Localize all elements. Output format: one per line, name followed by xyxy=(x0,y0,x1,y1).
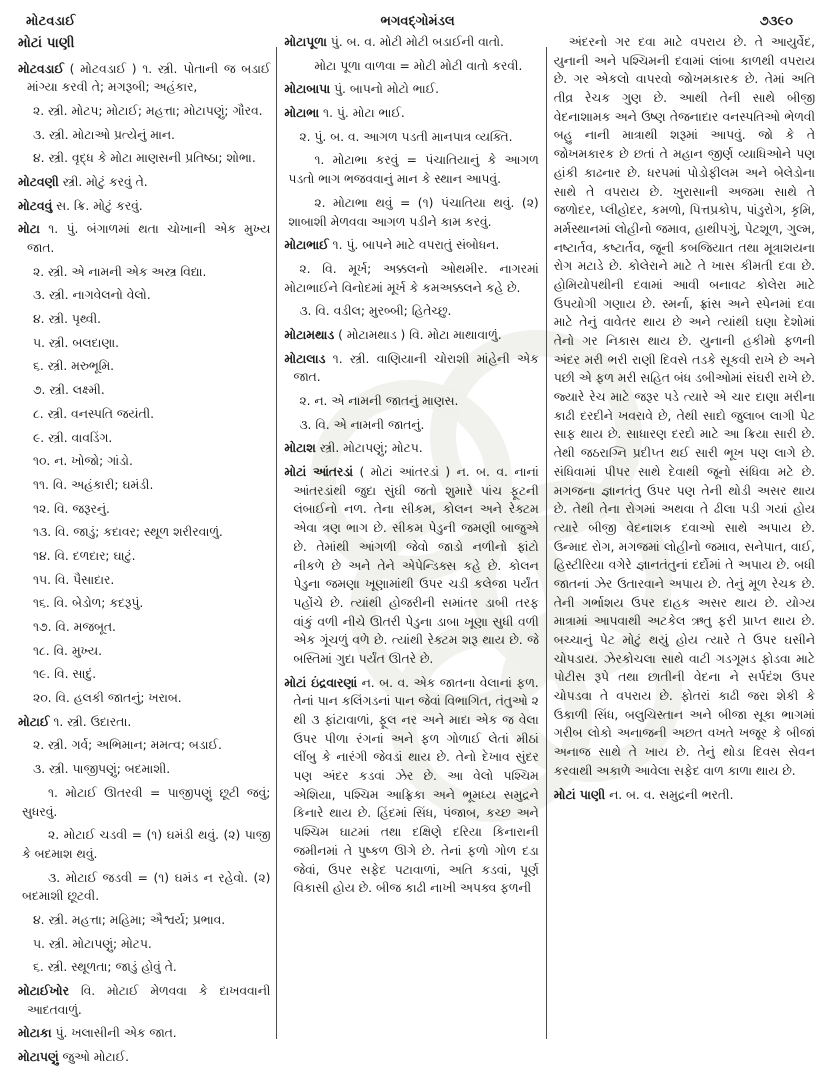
headword: મોટાં આંતરડાં xyxy=(284,465,354,480)
column-2 xyxy=(277,33,545,1053)
sense-line: ૭. સ્ત્રી. લક્ષ્મી. xyxy=(33,383,105,398)
headword: મોટામથાડ xyxy=(284,327,335,342)
sense-line: ૫. સ્ત્રી. બલદાણા. xyxy=(33,335,120,350)
sense-line: ૧૬. વિ. બેડોળ; કદરૂપું. xyxy=(33,596,144,611)
idiom-line: ૧. મોટાઈ ઊતરવી = પાજીપણું છૂટી જવું; સુધરવું. xyxy=(22,785,271,819)
dictionary-entry: મોટામથાડ ( મોટામથાડ ) વિ. મોટા માથાવાળું. xyxy=(284,327,502,342)
dictionary-entry: મોટાકા પું. ખલાસીની એક જાત. xyxy=(18,1026,177,1041)
dictionary-entry: મોટાશ સ્ત્રી. મોટાપણું; મોટપ. xyxy=(284,441,423,456)
dictionary-entry: મોટા ૧. પું. બંગાળમાં થતા ચોખાની એક મુખ્ય જાત. xyxy=(18,222,271,256)
page-header xyxy=(8,8,819,31)
sense-line: ૯. સ્ત્રી. વાવડિંગ. xyxy=(33,430,113,445)
idiom-line: ૨. મોટાભા થવું = (૧) પંચાતિયા થવું. (૨) શાબાશી મેળવવા આગળ પડીને કામ કરવું. xyxy=(288,195,539,229)
dictionary-entry: મોટાભાઈ ૧. પું. બાપને માટે વપરાતું સંબોધન. xyxy=(284,238,500,253)
headword: મોટાબાપા xyxy=(284,82,331,97)
text-columns xyxy=(8,33,819,1065)
headword: મોટાં ઇંદ્રવારણાં xyxy=(284,675,358,690)
headword: મોટાભાઈ xyxy=(284,238,329,253)
headword: મોટવવું xyxy=(18,198,53,213)
sense-line: ૧૩. વિ. જાડું; કદાવર; સ્થૂળ શરીરવાળું. xyxy=(33,525,223,540)
sense-line: ૮. સ્ત્રી. વનસ્પતિ જયંતી. xyxy=(33,406,155,421)
headword: મોટાલાડ xyxy=(284,351,326,366)
dictionary-entry: મોટાબાપા પું. બાપનો મોટો ભાઈ. xyxy=(284,82,440,97)
headword: મોટાં પાણી xyxy=(553,787,606,802)
headword: મોટા xyxy=(18,222,40,237)
sense-line: ૬. સ્ત્રી. મરુભૂમિ. xyxy=(33,359,115,374)
idiom-line: ૧. મોટાભા કરવું = પંચાતિયાનું કે આગળ પડતો ભાગ ભજવવાનું માન કે સ્થાન આપવું. xyxy=(288,153,539,187)
sense-line: ૨. સ્ત્રી. એ નામની એક અસ્ત્ર વિદ્યા. xyxy=(33,264,207,279)
sense-line: ૩. સ્ત્રી. પાજીપણું; બદમાશી. xyxy=(33,762,171,777)
catchword: મોટાં પાણી xyxy=(18,35,75,51)
sense-line: ૩. સ્ત્રી. મોટાઓ પ્રત્યેનું માન. xyxy=(33,127,175,142)
sense-line: ૩. વિ. વડીલ; મુરબ્બી; હિતેચ્છુ. xyxy=(299,304,452,319)
idiom-line: ૩. મોટાઈ જડવી = (૧) ઘમંડ ન રહેવો. (૨) બદમાશી છૂટવી. xyxy=(22,870,271,904)
sense-line: ૨૦. વિ. હલકી જાતનું; ખરાબ. xyxy=(33,691,182,706)
headword: મોટવડાઈ xyxy=(18,61,64,76)
dictionary-entry: મોટાઈ ૧. સ્ત્રી. ઉદારતા. xyxy=(18,714,132,729)
sense-line: ૧૮. વિ. મુખ્ય. xyxy=(33,643,102,658)
headword: મોટાકા xyxy=(18,1026,52,1041)
dictionary-entry: મોટવડાઈ ( મોટવડાઈ ) ૧. સ્ત્રી. પોતાની જ બડાઈ માંગ્યા કરવી તે; મગરૂબી; અહંકાર, xyxy=(18,61,271,95)
sense-line: ૫. સ્ત્રી. મોટાપણું; મોટપ. xyxy=(33,936,152,951)
headword: મોટાઈ xyxy=(18,714,50,729)
column-1 xyxy=(8,33,276,1065)
headword: મોટવણી xyxy=(18,174,59,189)
sense-line: ૧૫. વિ. પૈસાદાર. xyxy=(33,572,115,587)
sense-line: ૨. ન. એ નામની જાતનું માણસ. xyxy=(299,394,459,408)
sense-line: ૧૨. વિ. જરૂરનું. xyxy=(33,501,110,516)
dictionary-entry: મોટાપણું જુઓ મોટાઈ. xyxy=(18,1050,130,1065)
sense-line: ૨. વિ. મૂર્ખ; અક્કલનો ઓથમીર. નાગરમાં મોટાભાઈને વિનોદમાં મૂર્ખ કે કમઅક્કલને કહે છે. xyxy=(284,261,539,295)
idiom-line: મોટા પૂળા વાળવા = મોટી મોટી વાતો કરવી. xyxy=(314,58,523,73)
dictionary-entry: મોટવવું સ. ક્રિ. મોટું કરવું. xyxy=(18,198,143,213)
dictionary-entry: મોટાં પાણી ન. બ. વ. સમુદ્રની ભરતી. xyxy=(553,787,734,802)
dictionary-entry: મોટાભા ૧. પું. મોટા ભાઈ. xyxy=(284,106,405,121)
sense-line: ૨. પું. બ. વ. આગળ પડતી માનપાત્ર વ્યક્તિ. xyxy=(299,129,513,144)
sense-line: ૧૯. વિ. સાદું. xyxy=(33,667,97,682)
sense-line: ૪. સ્ત્રી. વૃદ્ધ કે મોટા માણસની પ્રતિષ્ઠા; શોભા. xyxy=(33,151,256,166)
sense-line: ૧૭. વિ. મજબૂત. xyxy=(33,620,116,635)
page-number: ૭૩૯૦ xyxy=(759,14,793,29)
headword: મોટાઈખોર xyxy=(18,984,69,999)
sense-line: ૨. સ્ત્રી. મોટપ; મોટાઈ; મહત્તા; મોટાપણું; ગૌરવ. xyxy=(33,103,263,118)
continued-text: અંદરનો ગર દવા માટે વપરાય છે. તે આયુર્વેદ, યુનાની અને પશ્ચિમની દવામાં લાંબા કાળથી વપરાય છે. ગર એકલો વાપરવો જોખમકારક છે. તેમાં અતિ તીવ્ર રેચક ગુણ છે. આથી તેની સાથે બીજી વેદનાશામક અને ઉષ્ણ તેજનાદાર વનસ્પતિઓ ભેળવી બહુ નાની માત્રાથી શરૂમાં આપવું. જો કે તે જોખમકારક છે છતાં તે મહાન જીર્ણ વ્યાધિઓને પણ હાંકી કાઢનાર છે. ધરપમાં પોડોફીલમ અને બેલેડોના સાથે તે વપરાય છે. ખુરાસાની અજમા સાથે તે જળોદર, પ્લીહોદર, કમળો, પિત્તપ્રકોપ, પાંડુરોગ, કૃમિ, મર્મસ્થાનમાં લોહીનો જમાવ, હાથીપગું, પેટશૂળ, ગુલ્મ, નષ્ટાર્તવ, કષ્ટાર્તવ, જૂની કબજિયાત તથા મૂત્રાશયના રોગ મટાડે છે. કોલેરાને માટે તે ખાસ કીમતી દવા છે. હોમિયોપથીની દવામાં આવી બનાવટ કોલેરા માટે ઉપયોગી ગણાય છે. સ્મર્ના, ફ્રાંસ અને સ્પેનમાં દવા માટે તેનું વાવેતર થાય છે અને ત્યાંથી ઘણા દેશોમાં તેનો ગર નિકાસ થાય છે. યુનાની હકીમો ફળની અંદર મરી ભરી રાણી દિવસે તડકે સૂકવી રાખે છે અને પછી એ ફળ મરી સહિત બંધ ડબીઓમાં સંઘરી રાખે છે. જ્યારે રેચ માટે જરૂર પડે ત્યારે એ ચાર દાણા મરીના કાઢી દરદીને ખવરાવે છે, તેથી સાદો જુલાબ લાગી પેટ સાફ થાય છે. સાધારણ દરદો માટે આ ક્રિયા સારી છે. તેથી જઠરાગ્નિ પ્રદીપ્ત થઈ સારી ભૂખ પણ લાગે છે. સંધિવામાં પીપર સાથે દેવાથી જૂનો સંધિવા મટે છે. મગજના જ્ઞાનતંતુ ઉપર પણ તેની થોડી અસર થાય છે. તેથી તેના રોગમાં અથવા તે ઢીલા પડી ગયાં હોય ત્યારે બીજી વેદનાશક દવાઓ સાથે અપાય છે. ઉન્માદ રોગ, મગજમાં લોહીનો જમાવ, સનેપાત, વાઈ, હિસ્ટીરિયા વગેરે જ્ઞાનતંતુનાં દર્દોમાં તે અપાય છે. બધી જાતનાં ઝેર ઉતારવાને અપાય છે. તેનું મૂળ રેચક છે. તેની ગર્ભાશય ઉપર દાહક અસર થાય છે. યોગ્ય માત્રામાં આપવાથી અટકેલ ઋતુ ફરી પ્રાપ્ત થાય છે. બચ્ચાનું પેટ મોટું થયું હોય ત્યારે તે ઉપર ઘસીને ચોપડાય. ઝેરકોચલા સાથે વાટી ગડગૂમડ ફોડવા માટે પોટીસ રૂપે તથા છાતીની વેદના ને સર્પદંશ ઉપર ચોપડવા તે વપરાય છે. ફોતરાં કાઢી જરા શેકી કે ઉકાળી સિંધ, બલુચિસ્તાન અને બીજા સૂકા ભાગમાં ગરીબ લોકો અનાજની અછત વખતે ખજૂર કે બીજાં અનાજ સાથે તે ખાય છે. તેનું થોડા દિવસ સેવન કરવાથી અકાળે આવેલા સફેદ વાળ કાળા થાય છે. xyxy=(553,35,815,778)
dictionary-entry: મોટાં આંતરડાં ( મોટાં આંતરડાં ) ન. બ. વ. નાનાં આંતરડાંથી જુદા સુંઘી જતો શુમારે પાંચ ફૂટની લંબાઈનો નળ. તેના સીકમ, કોલન અને રેક્ટમ એવા ત્રણ ભાગ છે. સીકમ પેડુની જમણી બાજુએ છે. તેમાંથી આંગળી જેવો જાડો નળીનો ફાંટો નીકળે છે અને તેને એપેન્ડિક્સ કહે છે. કોલન પેડુના જમણા ખૂણામાંથી ઉપર ચડી કલેજા પર્યંત પહોંચે છે. ત્યાંથી હોજરીની સમાંતર ડાબી તરફ વાંકું વળી નીચે ઊતરી પેડુના ડાબા ખૂણા સુધી વળી એક ગૂંચળું વળે છે. ત્યાંથી રેક્ટમ શરૂ થાય છે. જે બસ્તિમાં ગુદા પર્યંત ઊતરે છે. xyxy=(284,465,539,666)
headword: મોટાશ xyxy=(284,441,316,456)
sense-line: ૩. વિ. એ નામની જાતનું. xyxy=(299,417,425,432)
sense-line: ૨. સ્ત્રી. ગર્વ; અભિમાન; મમત્વ; બડાઈ. xyxy=(33,738,222,753)
idiom-line: ૨. મોટાઈ ચડવી = (૧) ઘમંડી થવું. (૨) પાજી કે બદમાશ થવું. xyxy=(22,828,271,861)
sense-line: ૪. સ્ત્રી. મહત્તા; મહિમા; ઐશ્વર્ય; પ્રભાવ. xyxy=(33,912,226,927)
column-3 xyxy=(547,33,819,1053)
dictionary-entry: મોટાલાડ ૧. સ્ત્રી. વાણિયાની ચોરાશી માંહેની એક જાત. xyxy=(284,351,539,385)
headword: મોટાપૂળા xyxy=(284,35,327,49)
headword: મોટાપણું xyxy=(18,1050,59,1065)
sense-line: ૧૪. વિ. દળદાર; ઘાટું. xyxy=(33,548,136,563)
sense-line: ૪. સ્ત્રી. પૃથ્વી. xyxy=(33,312,102,327)
sense-line: ૧૧. વિ. અહંકારી; ઘમંડી. xyxy=(33,477,154,492)
dictionary-entry: મોટાઈખોર વિ. મોટાઈ મેળવવા કે દાખવવાની આદતવાળું. xyxy=(18,984,271,1017)
book-title: ભગવદ્ગોમંડલ xyxy=(380,14,455,29)
header-guide-word: મોટવડાઈ xyxy=(26,14,76,29)
dictionary-entry: મોટાપૂળા પું. બ. વ. મોટી મોટી બડાઈની વાતો. xyxy=(284,35,504,49)
sense-line: ૧૦. ન. ખોજો; ગાંડો. xyxy=(33,454,133,469)
dictionary-entry: મોટાં ઇંદ્રવારણાં ન. બ. વ. એક જાતના વેલાનાં ફળ. તેનાં પાન કલિંગડનાં પાન જેવાં વિભાગિત, તંતુઓ ૨ થી ૩ ફાંટાવાળાં, ફૂલ નર અને માદા એક જ વેલા ઉપર પીળા રંગનાં અને ફળ ગોળાઈ લેતાં મીઠાં લીંબુ કે નારંગી જેવડાં થાય છે. તેનો દેખાવ સુંદર પણ અંદર કડવાં ઝેર છે. આ વેલો પશ્ચિમ એશિયા, પશ્ચિમ આફ્રિકા અને ભૂમધ્ય સમુદ્રને કિનારે થાય છે. હિંદમાં સિંધ, પંજાબ, કચ્છ અને પશ્ચિમ ઘાટમાં તથા દક્ષિણે દરિયા કિનારાની જમીનમાં તે પુષ્કળ ઊગે છે. તેનાં ફળો ગોળ દડા જેવાં, ઉપર સફેદ પટાવાળાં, અતિ કડવાં, પૂર્ણ વિકાસી હોય છે. બીજ કાઢી નાખી અપક્વ ફળની xyxy=(284,675,539,896)
sense-line: ૬. સ્ત્રી. સ્થૂળતા; જાડું હોવું તે. xyxy=(33,960,177,975)
sense-line: ૩. સ્ત્રી. નાગવેલનો વેલો. xyxy=(33,288,151,303)
dictionary-entry: મોટવણી સ્ત્રી. મોટું કરવું તે. xyxy=(18,174,148,189)
headword: મોટાભા xyxy=(284,106,320,121)
